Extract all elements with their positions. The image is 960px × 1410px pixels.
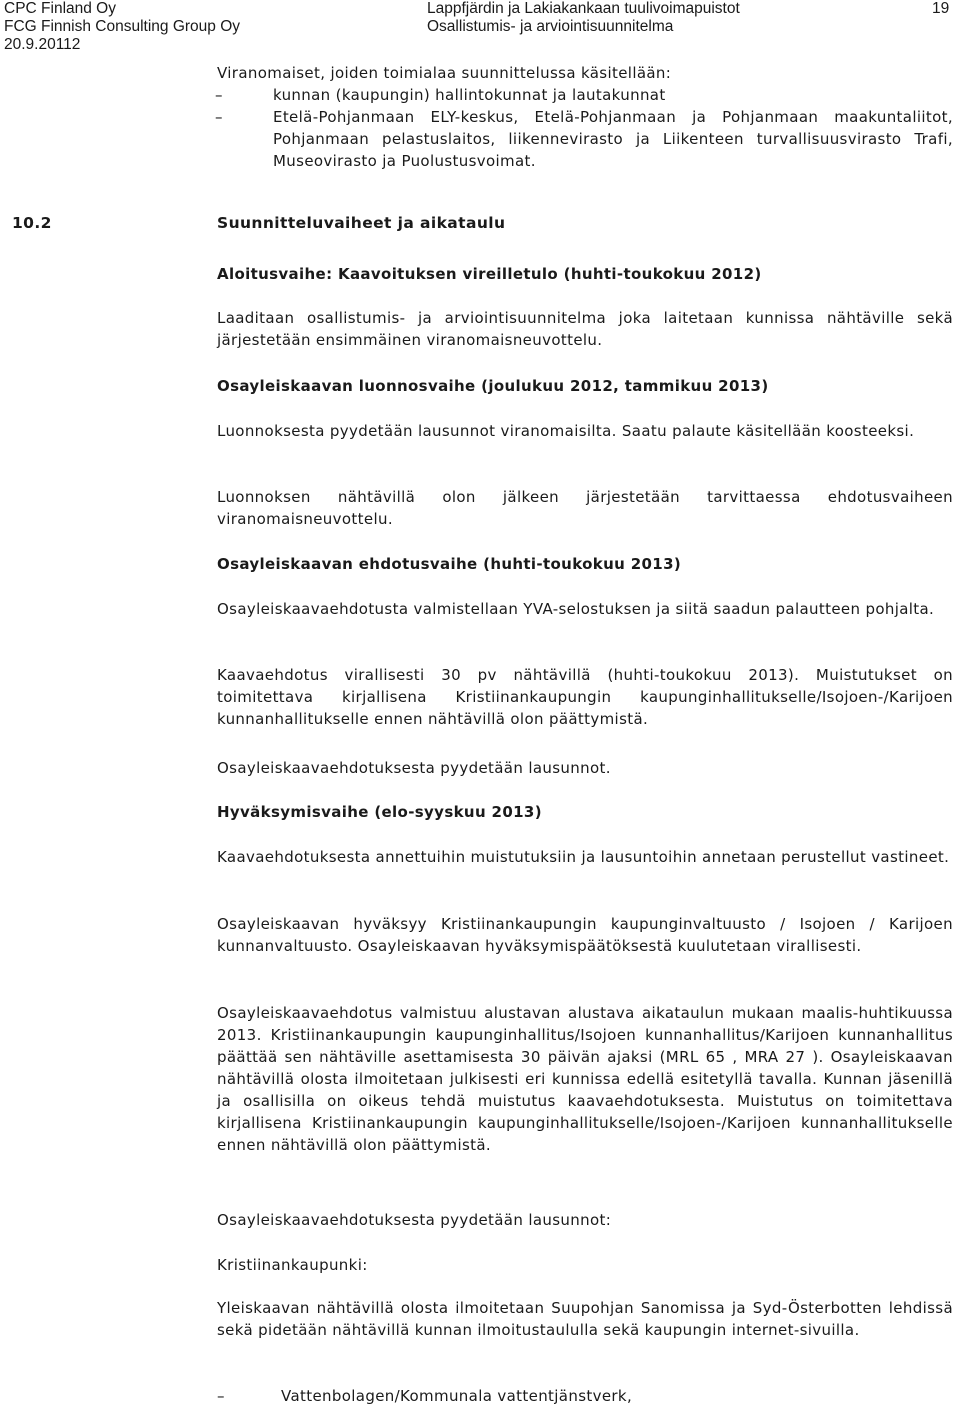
section-title: Suunnitteluvaiheet ja aikataulu	[217, 214, 506, 232]
phase-3-text-3	[217, 757, 953, 779]
dash-bullet: –	[217, 1387, 225, 1405]
list-item-text: Vattenbolagen/Kommunala vattentjänstverk,	[281, 1387, 633, 1405]
document-title: Osallistumis- ja arviointisuunnitelma	[427, 18, 674, 35]
phase-2-heading: Osayleiskaavan luonnosvaihe (joulukuu 2012, tammikuu 2013)	[217, 377, 769, 395]
paragraph: Osayleiskaavan hyväksyy Kristiinankaupungin kaupunginvaltuusto / Isojoen / Karijoen kunnanvaltuusto. Osayleiskaavan hyväksymispäätöksestä kuulutetaan virallisesti.	[217, 915, 953, 955]
company-name-2: FCG Finnish Consulting Group Oy	[4, 18, 241, 35]
paragraph: Yleiskaavan nähtävillä olosta ilmoitetaan Suupohjan Sanomissa ja Syd-Österbotten lehdissä sekä pidetään nähtävillä kunnan ilmoitustaululla sekä kaupungin internet-sivuilla.	[217, 1299, 953, 1339]
paragraph: Luonnoksesta pyydetään lausunnot viranomaisilta. Saatu palaute käsitellään koosteeksi.	[217, 422, 915, 440]
page-header	[0, 0, 960, 53]
phase-4-text-5	[217, 1254, 953, 1276]
paragraph: Laaditaan osallistumis- ja arviointisuunnitelma joka laitetaan kunnissa nähtäville sekä järjestetään ensimmäinen viranomaisneuvottelu.	[217, 309, 953, 349]
dash-bullet: –	[215, 86, 223, 104]
phase-1-heading: Aloitusvaihe: Kaavoituksen vireilletulo (huhti-toukokuu 2012)	[217, 265, 762, 283]
company-name-1: CPC Finland Oy	[4, 0, 116, 17]
phase-3-text-1	[217, 598, 953, 620]
phase-4-text-3	[217, 1002, 953, 1156]
phase-2-text-2	[217, 486, 953, 530]
authorities-list	[217, 84, 953, 172]
phase-4-heading: Hyväksymisvaihe (elo-syyskuu 2013)	[217, 803, 542, 821]
paragraph: Osayleiskaavaehdotuksesta pyydetään lausunnot.	[217, 759, 611, 777]
list-item-text: Etelä-Pohjanmaan ELY-keskus, Etelä-Pohjanmaan ja Pohjanmaan maakuntaliitot, Pohjanmaan pelastuslaitos, liikennevirasto ja Liikenteen turvallisuusvirasto Trafi, Museovirasto ja Puolustusvoimat.	[273, 108, 953, 170]
project-title: Lappfjärdin ja Lakiakankaan tuulivoimapuistot	[427, 0, 740, 17]
paragraph: Kaavaehdotuksesta annettuihin muistutuksiin ja lausuntoihin annetaan perustellut vastineet.	[217, 848, 950, 866]
authorities-block	[217, 62, 953, 172]
paragraph: Luonnoksen nähtävillä olon jälkeen järjestetään tarvittaessa ehdotusvaiheen viranomaisneuvottelu.	[217, 488, 953, 528]
list-item	[215, 84, 953, 106]
dash-bullet: –	[215, 108, 223, 126]
list-item	[215, 106, 953, 172]
phase-1-text	[217, 307, 953, 351]
phase-3-text-2	[217, 664, 953, 730]
phase-4-text-1	[217, 846, 953, 868]
phase-4-text-2	[217, 913, 953, 957]
paragraph: Kaavaehdotus virallisesti 30 pv nähtävillä (huhti-toukokuu 2013). Muistutukset on toimitettava kirjallisena Kristiinankaupungin kaupunginhallitukselle/Isojoen-/Karijoen kunnanhallitukselle ennen nähtävillä olon päättymistä.	[217, 666, 953, 728]
document-date: 20.9.20112	[4, 36, 81, 53]
paragraph: Osayleiskaavaehdotuksesta pyydetään lausunnot:	[217, 1211, 612, 1229]
paragraph: Kristiinankaupunki:	[217, 1256, 368, 1274]
page-number: 19	[932, 0, 950, 17]
section-heading	[12, 214, 506, 232]
authorities-intro: Viranomaiset, joiden toimialaa suunnittelussa käsitellään:	[217, 64, 672, 82]
phase-2-text-1	[217, 420, 953, 442]
paragraph: Osayleiskaavaehdotusta valmistellaan YVA-selostuksen ja siitä saadun palautteen pohjalta.	[217, 600, 935, 618]
phase-4-text-4	[217, 1209, 953, 1231]
section-number: 10.2	[12, 214, 52, 232]
phase-3-heading: Osayleiskaavan ehdotusvaihe (huhti-toukokuu 2013)	[217, 555, 682, 573]
phase-4-text-6	[217, 1297, 953, 1341]
paragraph: Osayleiskaavaehdotus valmistuu alustavan alustava aikataulun mukaan maalis-huhtikuussa 2013. Kristiinankaupungin kaupunginhallitus/Isojoen kunnanhallitus/Karijoen kunnanhallitus päättää sen nähtäville asettamisesta 30 päivän ajaksi (MRL 65 , MRA 27 ). Osayleiskaavan nähtävillä olosta ilmoitetaan julkisesti eri kunnissa edellä esitetyllä tavalla. Kunnan jäsenillä ja osallisilla on oikeus tehdä muistutus kaavaehdotuksesta. Muistutus on toimitettava kirjallisena Kristiinankaupungin kaupunginhallitukselle/Isojoen-/Karijoen kunnanhallitukselle ennen nähtävillä olon päättymistä.	[217, 1004, 953, 1154]
list-item-text: kunnan (kaupungin) hallintokunnat ja lautakunnat	[273, 86, 666, 104]
list-item	[217, 1385, 632, 1407]
